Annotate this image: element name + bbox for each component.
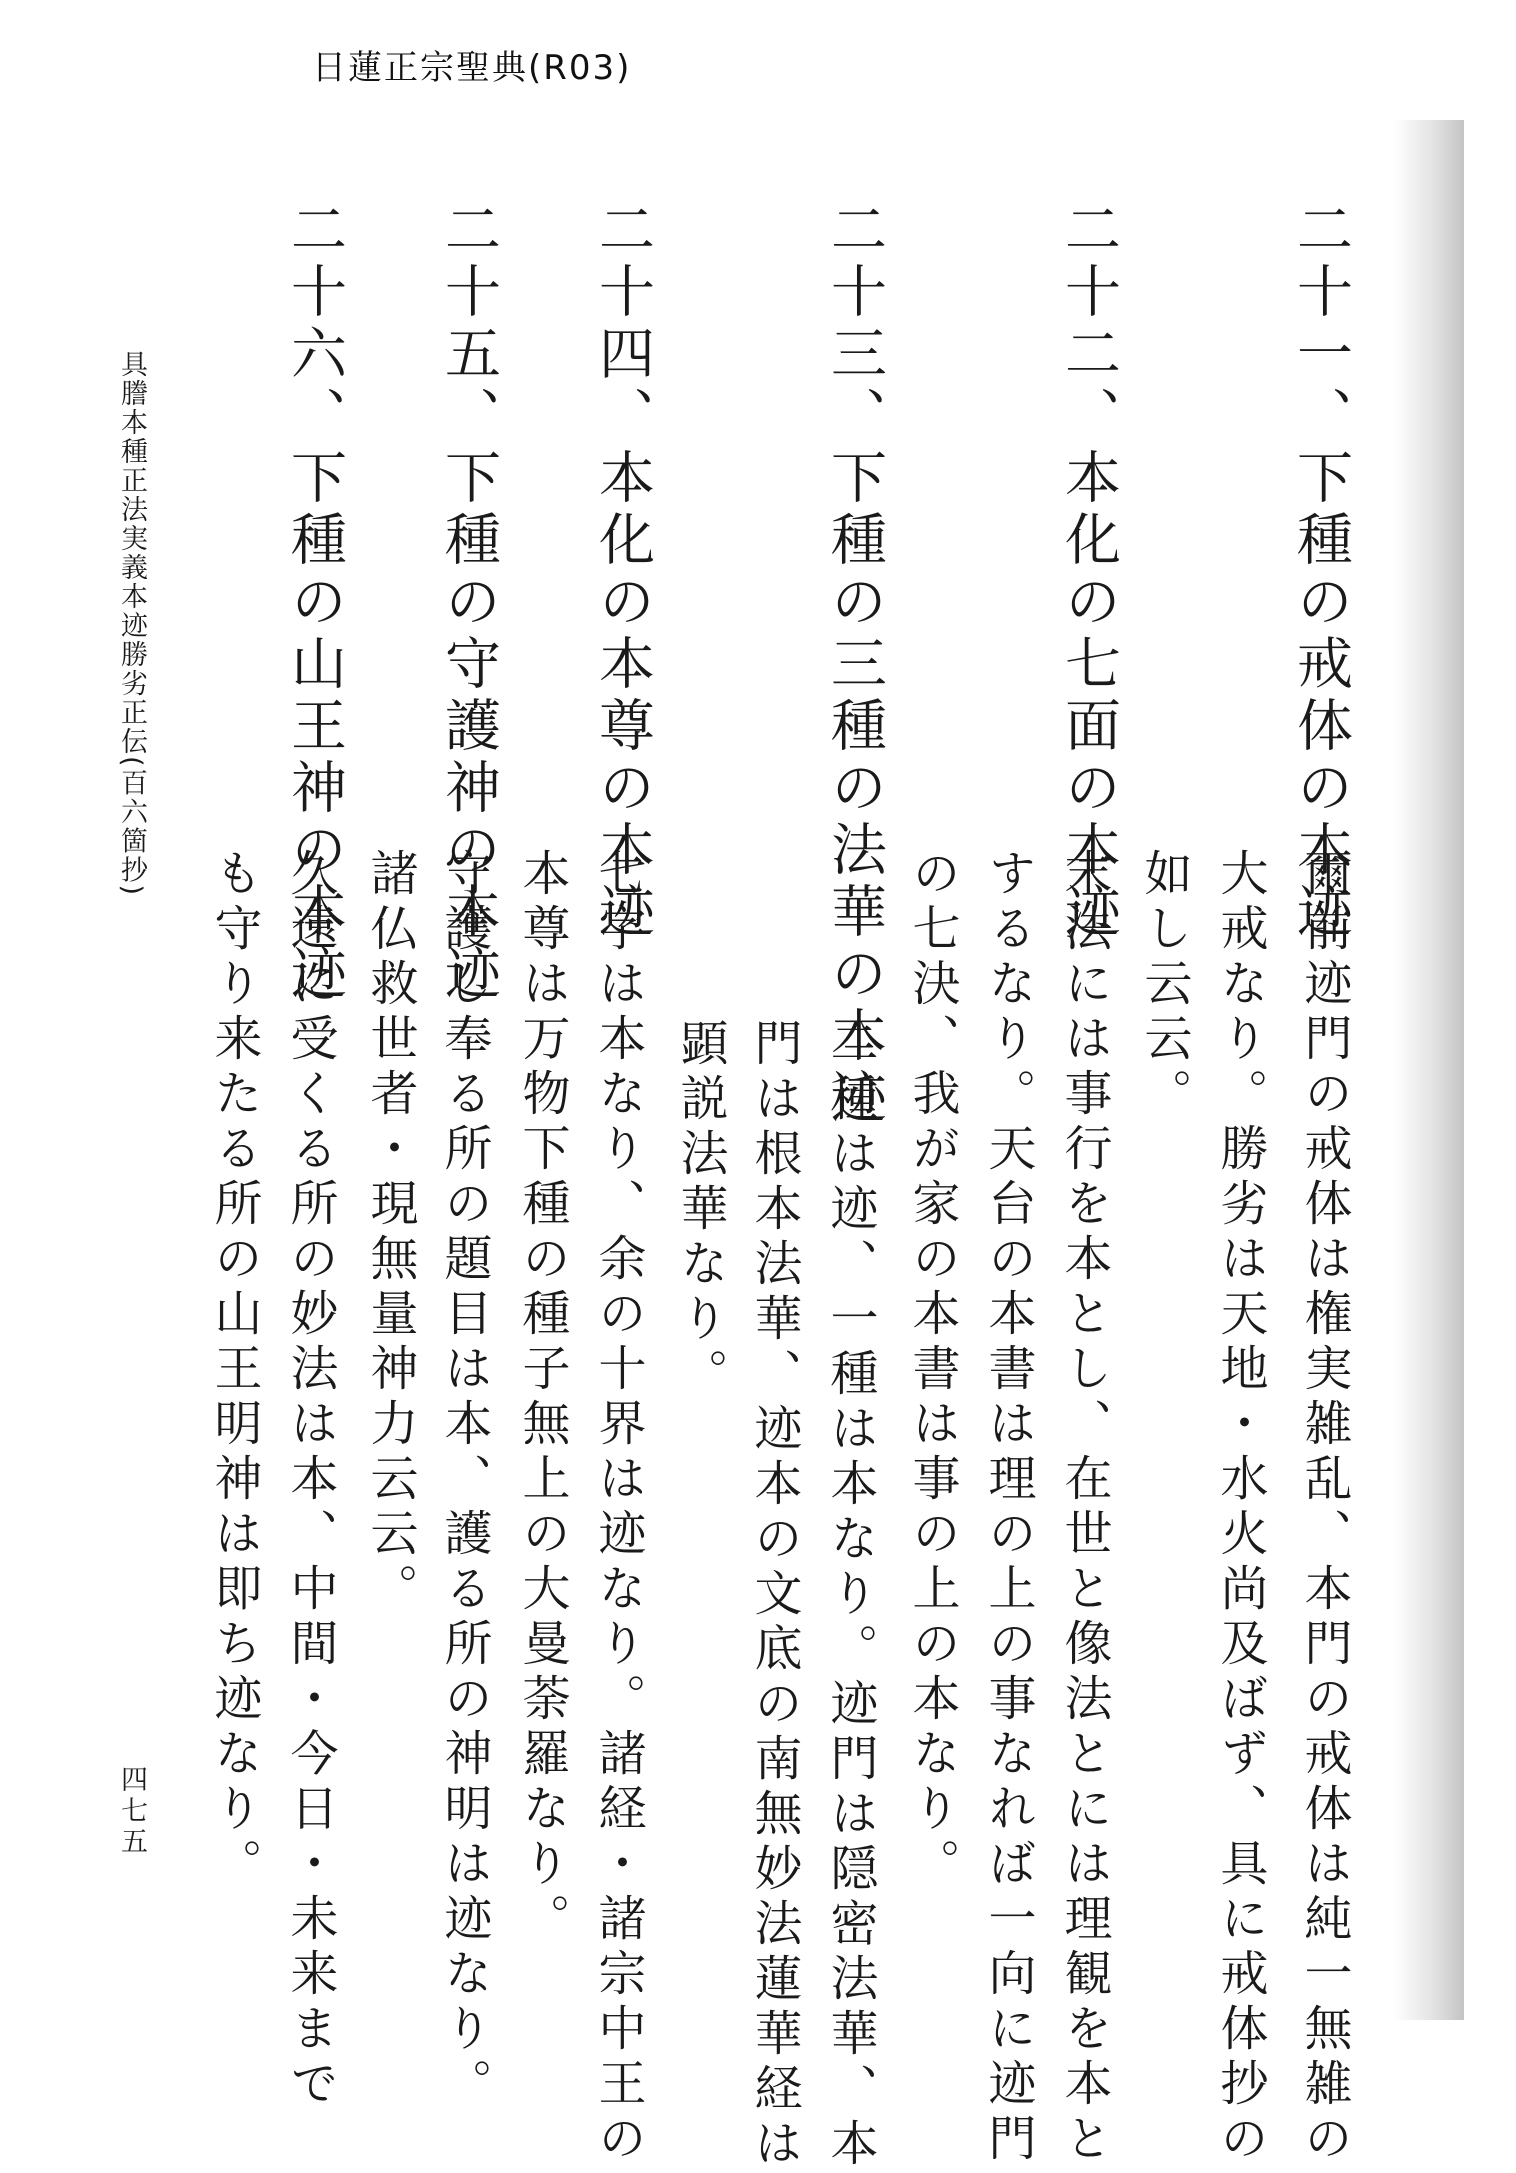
section-25-line-2: 諸仏救世者・現無量神力云云。	[362, 848, 418, 1618]
section-22-line-2: するなり。天台の本書は理の上の事なれば一向に迹門	[980, 848, 1036, 2168]
section-23-line-3: 顕説法華なり。	[672, 1018, 728, 1403]
page-header: 日蓮正宗聖典(R03)	[312, 48, 632, 88]
section-22-line-1: 末法には事行を本とし、在世と像法とには理観を本と	[1056, 848, 1112, 2168]
scan-edge-shadow	[1394, 120, 1464, 2020]
section-25-heading: 二十五、下種の守護神の本迹	[436, 200, 501, 1006]
section-23-line-2: 門は根本法華、迹本の文底の南無妙法蓮華経は	[746, 1018, 802, 2173]
section-21-heading: 二十一、下種の戒体の本迹	[1288, 200, 1353, 944]
page-number: 四七五	[116, 1765, 147, 1858]
section-22-line-3: の七決、我が家の本書は事の上の本なり。	[904, 848, 960, 1893]
section-22-heading: 二十二、本化の七面の本迹	[1056, 200, 1121, 944]
section-24-line-1: 七字は本なり、余の十界は迹なり。諸経・諸宗中王の	[590, 848, 646, 2168]
section-25-line-1: 守護し奉る所の題目は本、護る所の神明は迹なり。	[436, 848, 492, 2113]
section-21-line-2: 大戒なり。勝劣は天地・水火尚及ばず、具に戒体抄の	[1212, 848, 1268, 2168]
section-26-line-1: 久遠に受くる所の妙法は本、中間・今日・未来まで	[282, 848, 338, 2113]
section-21-line-1: 爾前迹門の戒体は権実雑乱、本門の戒体は純一無雑の	[1296, 848, 1352, 2168]
section-23-heading: 二十三、下種の三種の法華の本迹	[822, 200, 887, 1130]
section-24-heading: 二十四、本化の本尊の本迹	[590, 200, 655, 944]
section-26-line-2: も守り来たる所の山王明神は即ち迹なり。	[206, 848, 262, 1893]
section-21-line-3: 如し云云。	[1136, 848, 1192, 1123]
section-23-line-1: 二種は迹、一種は本なり。迹門は隠密法華、本	[822, 1018, 878, 2173]
section-24-line-2: 本尊は万物下種の種子無上の大曼荼羅なり。	[514, 848, 570, 1948]
section-26-heading: 二十六、下種の山王神の本迹	[282, 200, 347, 1006]
book-title-running-footer: 具謄本種正法実義本迹勝劣正伝(百六箇抄)	[116, 350, 147, 898]
